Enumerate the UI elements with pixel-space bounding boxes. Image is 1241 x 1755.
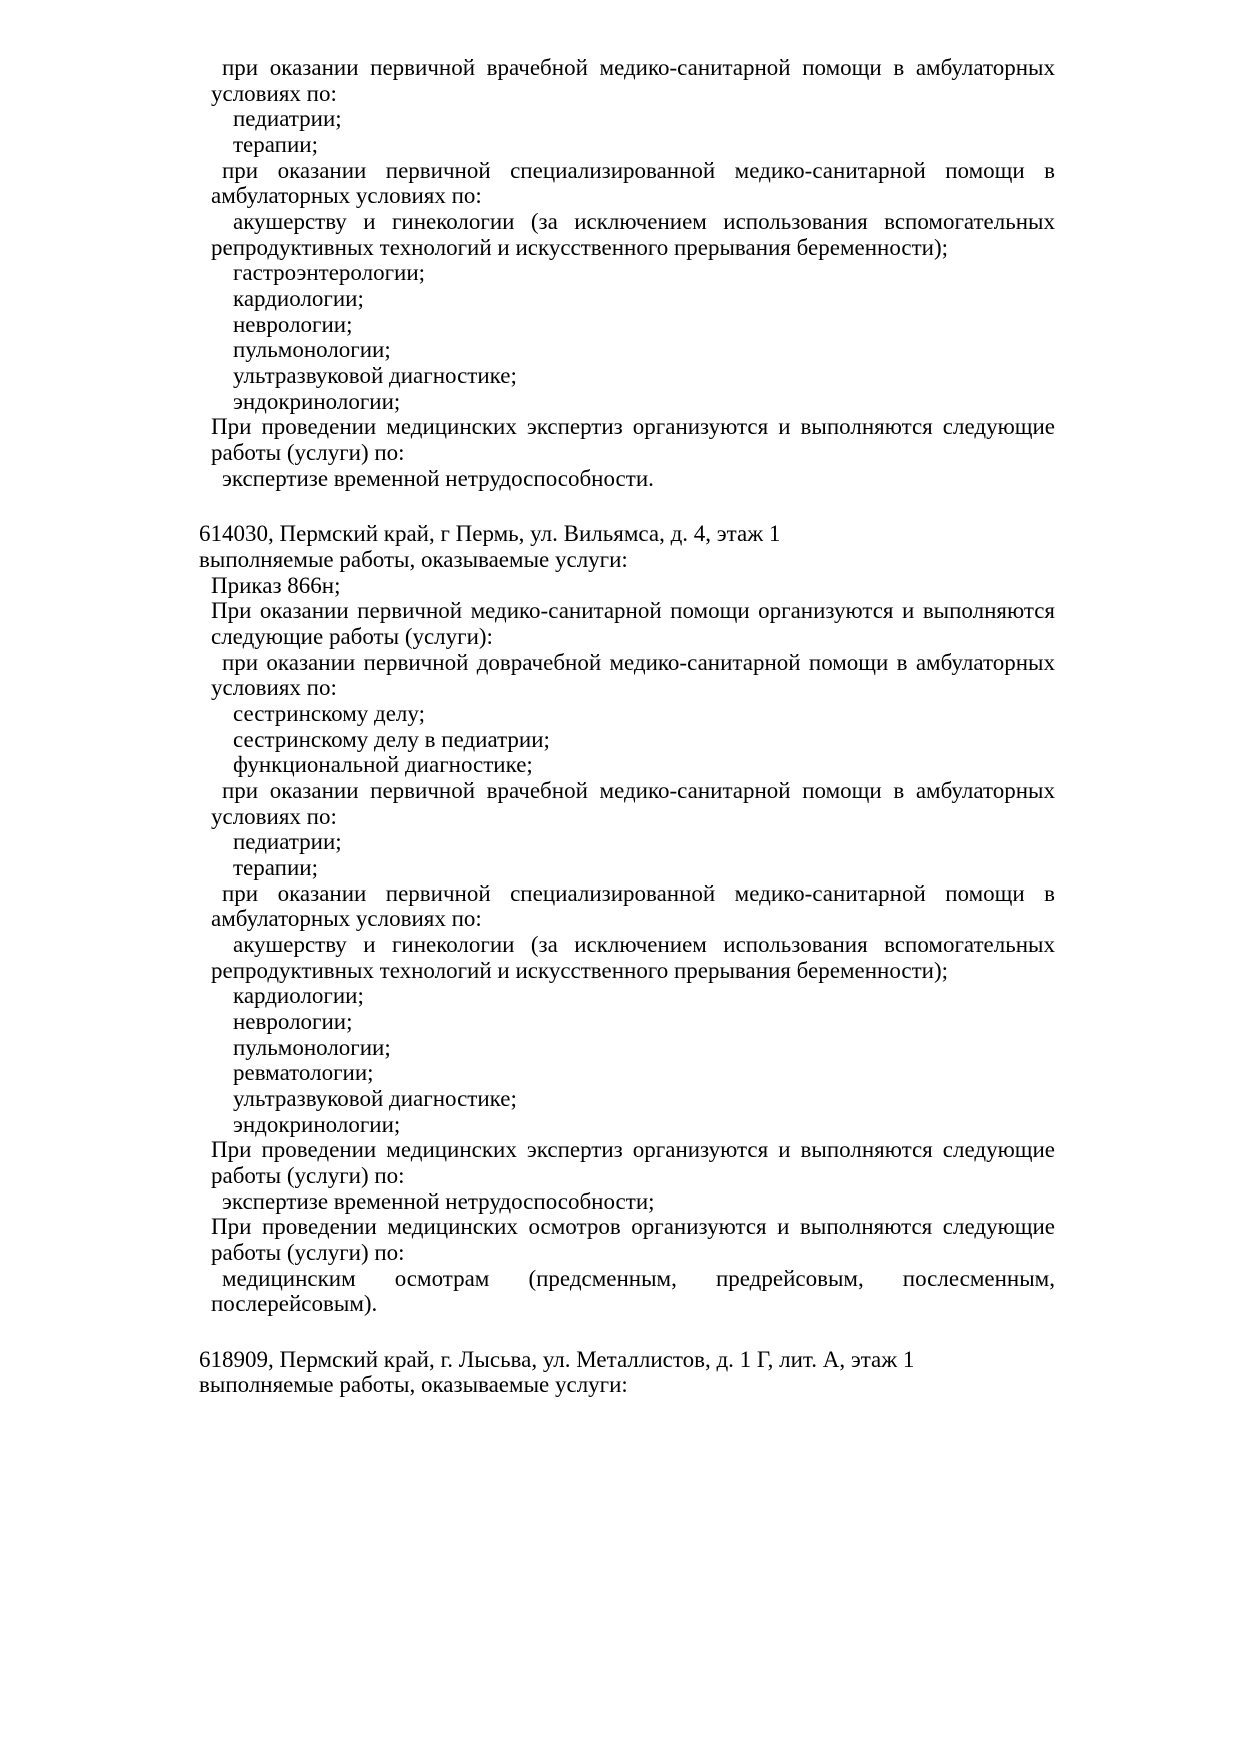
text-line: работы (услуги) по: xyxy=(211,440,405,465)
text-line: репродуктивных технологий и искусственного прерывания беременности); xyxy=(211,235,949,260)
text-line: сестринскому делу; xyxy=(233,701,425,726)
text-line: при оказании первичной врачебной медико-санитарной помощи в амбулаторных xyxy=(222,778,1055,803)
text-line: педиатрии; xyxy=(233,106,342,131)
text-line: при оказании первичной специализированной медико-санитарной помощи в xyxy=(222,158,1055,183)
text-line: при оказании первичной доврачебной медико-санитарной помощи в амбулаторных xyxy=(222,650,1055,675)
text-line: При проведении медицинских экспертиз организуются и выполняются следующие xyxy=(211,414,1055,439)
text-line: при оказании первичной врачебной медико-санитарной помощи в амбулаторных xyxy=(222,55,1055,80)
text-line: При проведении медицинских осмотров организуются и выполняются следующие xyxy=(211,1214,1055,1239)
text-line: выполняемые работы, оказываемые услуги: xyxy=(199,1372,628,1397)
text-line: кардиологии; xyxy=(233,983,364,1008)
text-line: эндокринологии; xyxy=(233,1112,401,1137)
text-line: послерейсовым). xyxy=(211,1291,378,1316)
text-line: экспертизе временной нетрудоспособности; xyxy=(222,1189,655,1214)
text-line: терапии; xyxy=(233,855,318,880)
text-line: неврологии; xyxy=(233,1009,353,1034)
text-line: условиях по: xyxy=(211,81,337,106)
text-line: экспертизе временной нетрудоспособности. xyxy=(222,466,654,491)
text-line: терапии; xyxy=(233,132,318,157)
text-line: следующие работы (услуги): xyxy=(211,624,493,649)
text-line: работы (услуги) по: xyxy=(211,1240,405,1265)
text-line: при оказании первичной специализированной медико-санитарной помощи в xyxy=(222,881,1055,906)
text-line: функциональной диагностике; xyxy=(233,752,533,777)
text-line: гастроэнтерологии; xyxy=(233,260,426,285)
text-line: условиях по: xyxy=(211,675,337,700)
text-line: амбулаторных условиях по: xyxy=(211,906,482,931)
text-line: эндокринологии; xyxy=(233,389,401,414)
text-line: работы (услуги) по: xyxy=(211,1163,405,1188)
text-line: Приказ 866н; xyxy=(211,573,341,598)
text-line: ревматологии; xyxy=(233,1060,374,1085)
text-line: акушерству и гинекологии (за исключением использования вспомогательных xyxy=(233,209,1055,234)
address-line: 618909, Пермский край, г. Лысьва, ул. Металлистов, д. 1 Г, лит. А, этаж 1 xyxy=(199,1347,915,1372)
address-line: 614030, Пермский край, г Пермь, ул. Вильямса, д. 4, этаж 1 xyxy=(199,521,781,546)
text-line: кардиологии; xyxy=(233,286,364,311)
text-line: При оказании первичной медико-санитарной помощи организуются и выполняются xyxy=(211,598,1055,623)
text-line: акушерству и гинекологии (за исключением использования вспомогательных xyxy=(233,932,1055,957)
text-line: амбулаторных условиях по: xyxy=(211,183,482,208)
text-line: сестринскому делу в педиатрии; xyxy=(233,727,550,752)
text-line: пульмонологии; xyxy=(233,1035,391,1060)
text-line: неврологии; xyxy=(233,312,353,337)
text-line: ультразвуковой диагностике; xyxy=(233,363,517,388)
text-line: медицинским осмотрам (предсменным, предрейсовым, послесменным, xyxy=(222,1266,1055,1291)
text-line: условиях по: xyxy=(211,804,337,829)
text-line: педиатрии; xyxy=(233,829,342,854)
text-line: выполняемые работы, оказываемые услуги: xyxy=(199,547,628,572)
text-line: При проведении медицинских экспертиз организуются и выполняются следующие xyxy=(211,1137,1055,1162)
text-line: репродуктивных технологий и искусственного прерывания беременности); xyxy=(211,958,949,983)
text-line: ультразвуковой диагностике; xyxy=(233,1086,517,1111)
text-line: пульмонологии; xyxy=(233,337,391,362)
